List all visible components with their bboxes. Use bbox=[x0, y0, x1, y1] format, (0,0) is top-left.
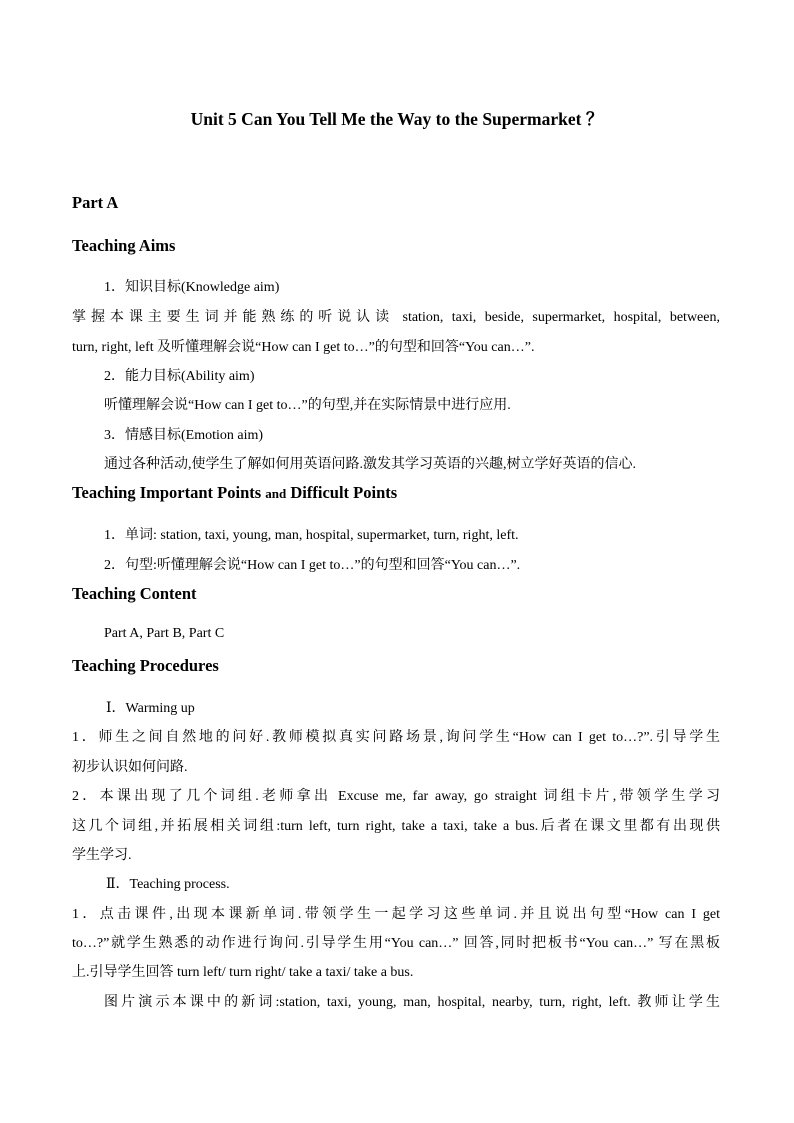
warming-up-line-5: 学生学习. bbox=[72, 848, 132, 863]
step-warming-up-heading: Ⅰ．Warming up bbox=[106, 701, 195, 716]
points-words-line: 1．单词: station, taxi, young, man, hospital, supermarket, turn, right, left. bbox=[104, 528, 519, 543]
teaching-process-line-4: 图片演示本课中的新词:station, taxi, young, man, hospital, nearby, turn, right, left. 教师让学生 bbox=[104, 995, 720, 1010]
aim-ability-heading: 2．能力目标(Ability aim) bbox=[104, 369, 255, 384]
warming-up-line-2: 初步认识如何问路. bbox=[72, 760, 188, 775]
teaching-process-line-2: to…?”就学生熟悉的动作进行询问.引导学生用“You can…” 回答,同时把板书“You can…” 写在黑板 bbox=[72, 936, 720, 951]
warming-up-line-4: 这几个词组,并拓展相关词组:turn left, turn right, take a taxi, take a bus.后者在课文里都有出现供 bbox=[72, 819, 720, 834]
important-points-heading-and: and bbox=[265, 486, 287, 501]
teaching-aims-heading: Teaching Aims bbox=[72, 236, 176, 255]
warming-up-line-3: 2．本课出现了几个词组.老师拿出 Excuse me, far away, go straight 词组卡片,带领学生学习 bbox=[72, 789, 720, 804]
step-teaching-process-heading: Ⅱ．Teaching process. bbox=[106, 877, 230, 892]
aim-knowledge-line-1: 掌握本课主要生词并能熟练的听说认读 station, taxi, beside, supermarket, hospital, between, bbox=[72, 310, 720, 325]
teaching-procedures-heading: Teaching Procedures bbox=[72, 656, 219, 675]
document-title: Unit 5 Can You Tell Me the Way to the Supermarket ？ bbox=[190, 109, 604, 129]
important-points-heading-b: Difficult Points bbox=[286, 483, 398, 502]
points-sentence-line: 2．句型:听懂理解会说“How can I get to…”的句型和回答“You can…”. bbox=[104, 558, 521, 573]
important-points-heading bbox=[72, 483, 397, 503]
aim-knowledge-heading: 1．知识目标(Knowledge aim) bbox=[104, 280, 280, 295]
teaching-process-line-3: 上.引导学生回答 turn left/ turn right/ take a taxi/ take a bus. bbox=[72, 965, 414, 980]
teaching-content-heading: Teaching Content bbox=[72, 584, 197, 603]
warming-up-line-1: 1．师生之间自然地的问好.教师模拟真实问路场景,询问学生“How can I get to…?”.引导学生 bbox=[72, 730, 720, 745]
aim-emotion-heading: 3．情感目标(Emotion aim) bbox=[104, 428, 264, 443]
teaching-process-line-1: 1．点击课件,出现本课新单词.带领学生一起学习这些单词.并且说出句型“How can I get bbox=[72, 907, 720, 922]
important-points-heading-a: Teaching Important Points bbox=[72, 483, 266, 502]
aim-emotion-line-1: 通过各种活动,使学生了解如何用英语问路.激发其学习英语的兴趣,树立学好英语的信心. bbox=[104, 457, 636, 472]
teaching-content-line: Part A, Part B, Part C bbox=[104, 626, 225, 641]
aim-knowledge-line-2: turn, right, left 及听懂理解会说“How can I get to…”的句型和回答“You can…”. bbox=[72, 340, 535, 355]
part-a-heading: Part A bbox=[72, 193, 119, 212]
aim-ability-line-1: 听懂理解会说“How can I get to…”的句型,并在实际情景中进行应用. bbox=[104, 398, 511, 413]
